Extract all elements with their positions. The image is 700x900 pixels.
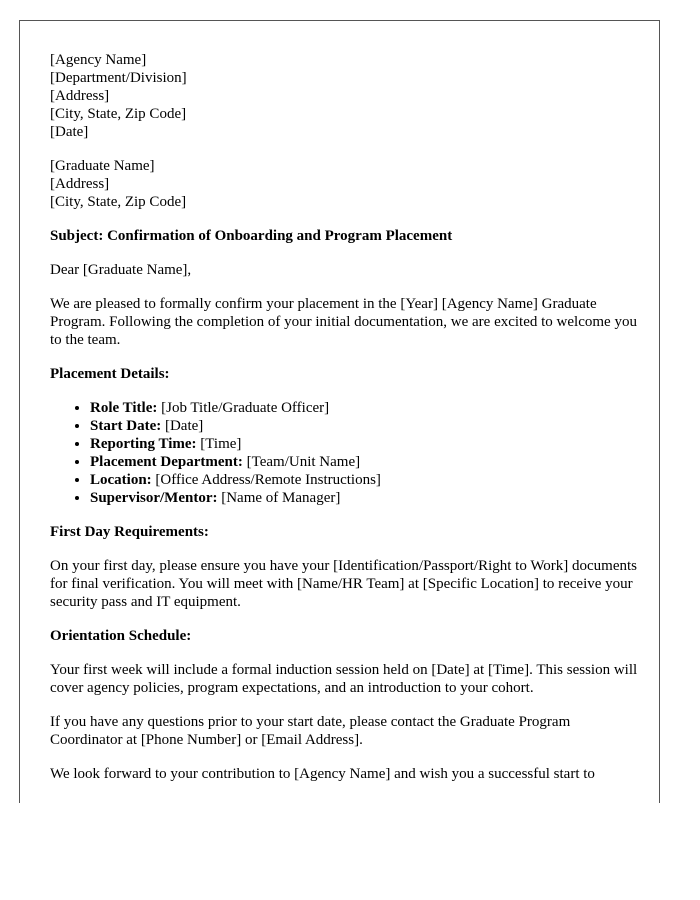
placement-details-heading: Placement Details:	[50, 366, 170, 382]
item-value: [Office Address/Remote Instructions]	[151, 472, 381, 488]
list-item	[90, 435, 640, 453]
orientation-heading: Orientation Schedule:	[50, 628, 192, 644]
recipient-city: [City, State, Zip Code]	[50, 194, 187, 210]
sender-city: [City, State, Zip Code]	[50, 106, 187, 122]
sender-agency: [Agency Name]	[50, 52, 147, 68]
first-day-paragraph: On your first day, please ensure you have your [Identification/Passport/Right to Work] documents for final verification. You will meet with [Name/HR Team] at [Specific Location] to receive your security pass and IT equipment.	[50, 558, 637, 610]
item-value: [Time]	[196, 436, 242, 452]
item-value: [Job Title/Graduate Officer]	[157, 400, 330, 416]
item-label: Placement Department:	[90, 454, 243, 470]
recipient-name: [Graduate Name]	[50, 158, 155, 174]
letter-date: [Date]	[50, 124, 89, 140]
recipient-address-block	[50, 157, 640, 211]
item-label: Role Title:	[90, 400, 158, 416]
item-value: [Date]	[161, 418, 204, 434]
first-day-heading: First Day Requirements:	[50, 524, 209, 540]
sender-department: [Department/Division]	[50, 70, 187, 86]
list-item	[90, 453, 640, 471]
item-label: Location:	[90, 472, 152, 488]
letter-body	[50, 51, 640, 799]
questions-paragraph: If you have any questions prior to your start date, please contact the Graduate Program Coordinator at [Phone Number] or [Email Address].	[50, 714, 571, 748]
orientation-paragraph: Your first week will include a formal induction session held on [Date] at [Time]. This session will cover agency policies, program expectations, and an introduction to your cohort.	[50, 662, 638, 696]
list-item	[90, 489, 640, 507]
recipient-address: [Address]	[50, 176, 110, 192]
item-value: [Name of Manager]	[217, 490, 341, 506]
letter-page	[19, 20, 660, 803]
salutation: Dear [Graduate Name],	[50, 262, 192, 278]
sender-address: [Address]	[50, 88, 110, 104]
item-label: Reporting Time:	[90, 436, 197, 452]
placement-details-list	[50, 399, 640, 507]
subject-line: Subject: Confirmation of Onboarding and Program Placement	[50, 228, 453, 244]
item-value: [Team/Unit Name]	[242, 454, 361, 470]
item-label: Supervisor/Mentor:	[90, 490, 218, 506]
list-item	[90, 417, 640, 435]
item-label: Start Date:	[90, 418, 162, 434]
list-item	[90, 471, 640, 489]
intro-paragraph: We are pleased to formally confirm your placement in the [Year] [Agency Name] Graduate Program. Following the completion of your initial documentation, we are excited to welcome you to the team.	[50, 296, 637, 348]
sender-address-block	[50, 51, 640, 141]
closing-paragraph: We look forward to your contribution to [Agency Name] and wish you a successful start to	[50, 766, 595, 782]
list-item	[90, 399, 640, 417]
